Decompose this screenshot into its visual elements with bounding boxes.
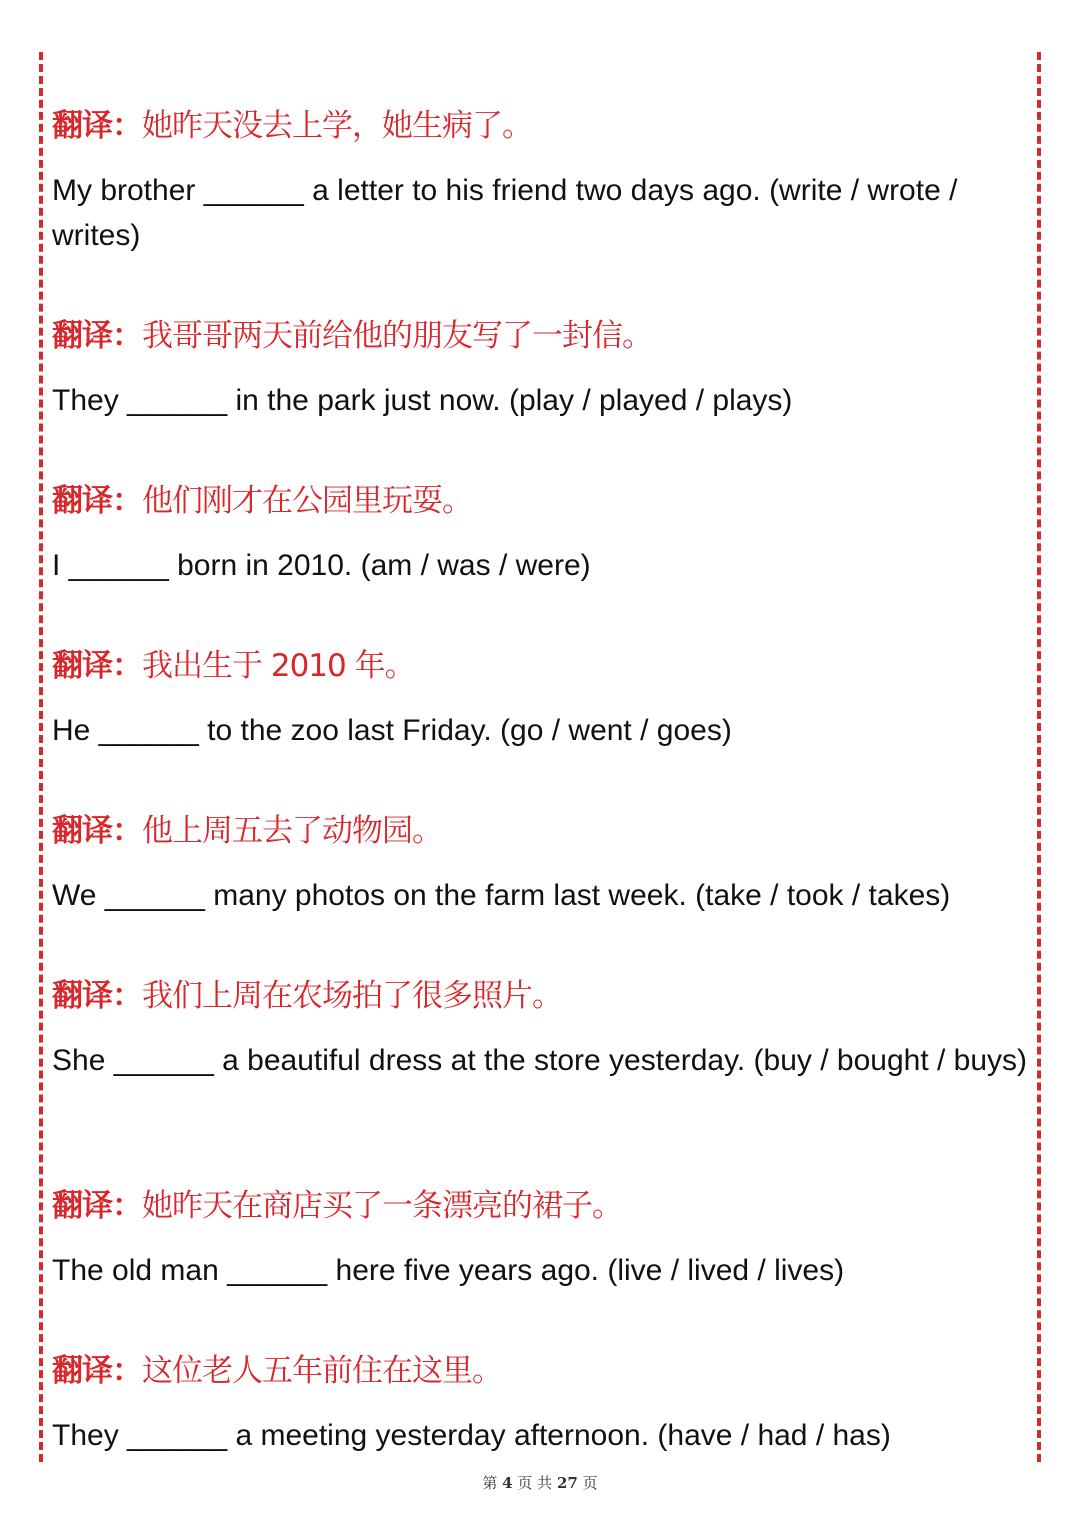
translation-text: 我们上周在农场拍了很多照片。 bbox=[142, 978, 562, 1014]
translation-label: 翻译： bbox=[52, 318, 142, 354]
translation-text: 他们刚才在公园里玩耍。 bbox=[142, 483, 472, 519]
translation-line bbox=[52, 106, 532, 146]
translation-text: 她昨天没去上学，她生病了。 bbox=[142, 108, 532, 144]
translation-label: 翻译： bbox=[52, 648, 142, 684]
footer-prefix: 第 bbox=[482, 1474, 498, 1492]
footer-total-pages: 27 bbox=[556, 1474, 578, 1492]
translation-text: 我出生于 2010 年。 bbox=[142, 648, 415, 684]
page-footer bbox=[0, 1472, 1080, 1493]
footer-suffix: 页 bbox=[582, 1474, 598, 1492]
translation-text: 这位老人五年前住在这里。 bbox=[142, 1353, 502, 1389]
exercise-sentence: The old man ______ here five years ago. (live / lived / lives) bbox=[52, 1254, 845, 1287]
translation-text: 她昨天在商店买了一条漂亮的裙子。 bbox=[142, 1188, 622, 1224]
translation-label: 翻译： bbox=[52, 483, 142, 519]
translation-line bbox=[52, 1351, 502, 1391]
left-dashed-border bbox=[39, 52, 43, 1462]
translation-line bbox=[52, 646, 415, 686]
footer-middle: 页 共 bbox=[517, 1474, 553, 1492]
exercise-sentence: We ______ many photos on the farm last week. (take / took / takes) bbox=[52, 879, 951, 912]
translation-line bbox=[52, 316, 652, 356]
translation-label: 翻译： bbox=[52, 813, 142, 849]
exercise-sentence: She ______ a beautiful dress at the store yesterday. (buy / bought / buys) bbox=[52, 1044, 1028, 1077]
translation-text: 他上周五去了动物园。 bbox=[142, 813, 442, 849]
translation-label: 翻译： bbox=[52, 1188, 142, 1224]
right-dashed-border bbox=[1037, 52, 1041, 1462]
translation-label: 翻译： bbox=[52, 108, 142, 144]
translation-line bbox=[52, 1186, 622, 1226]
exercise-sentence: He ______ to the zoo last Friday. (go / went / goes) bbox=[52, 714, 732, 747]
translation-text: 我哥哥两天前给他的朋友写了一封信。 bbox=[142, 318, 652, 354]
exercise-sentence: I ______ born in 2010. (am / was / were) bbox=[52, 549, 591, 582]
exercise-sentence: They ______ a meeting yesterday afternoon. (have / had / has) bbox=[52, 1419, 891, 1452]
exercise-sentence: They ______ in the park just now. (play / played / plays) bbox=[52, 384, 793, 417]
translation-label: 翻译： bbox=[52, 1353, 142, 1389]
translation-line bbox=[52, 976, 562, 1016]
translation-line bbox=[52, 481, 472, 521]
exercise-sentence: My brother ______ a letter to his friend two days ago. (write / wrote / writes) bbox=[52, 174, 966, 252]
translation-line bbox=[52, 811, 442, 851]
translation-label: 翻译： bbox=[52, 978, 142, 1014]
footer-page-number: 4 bbox=[502, 1474, 513, 1492]
